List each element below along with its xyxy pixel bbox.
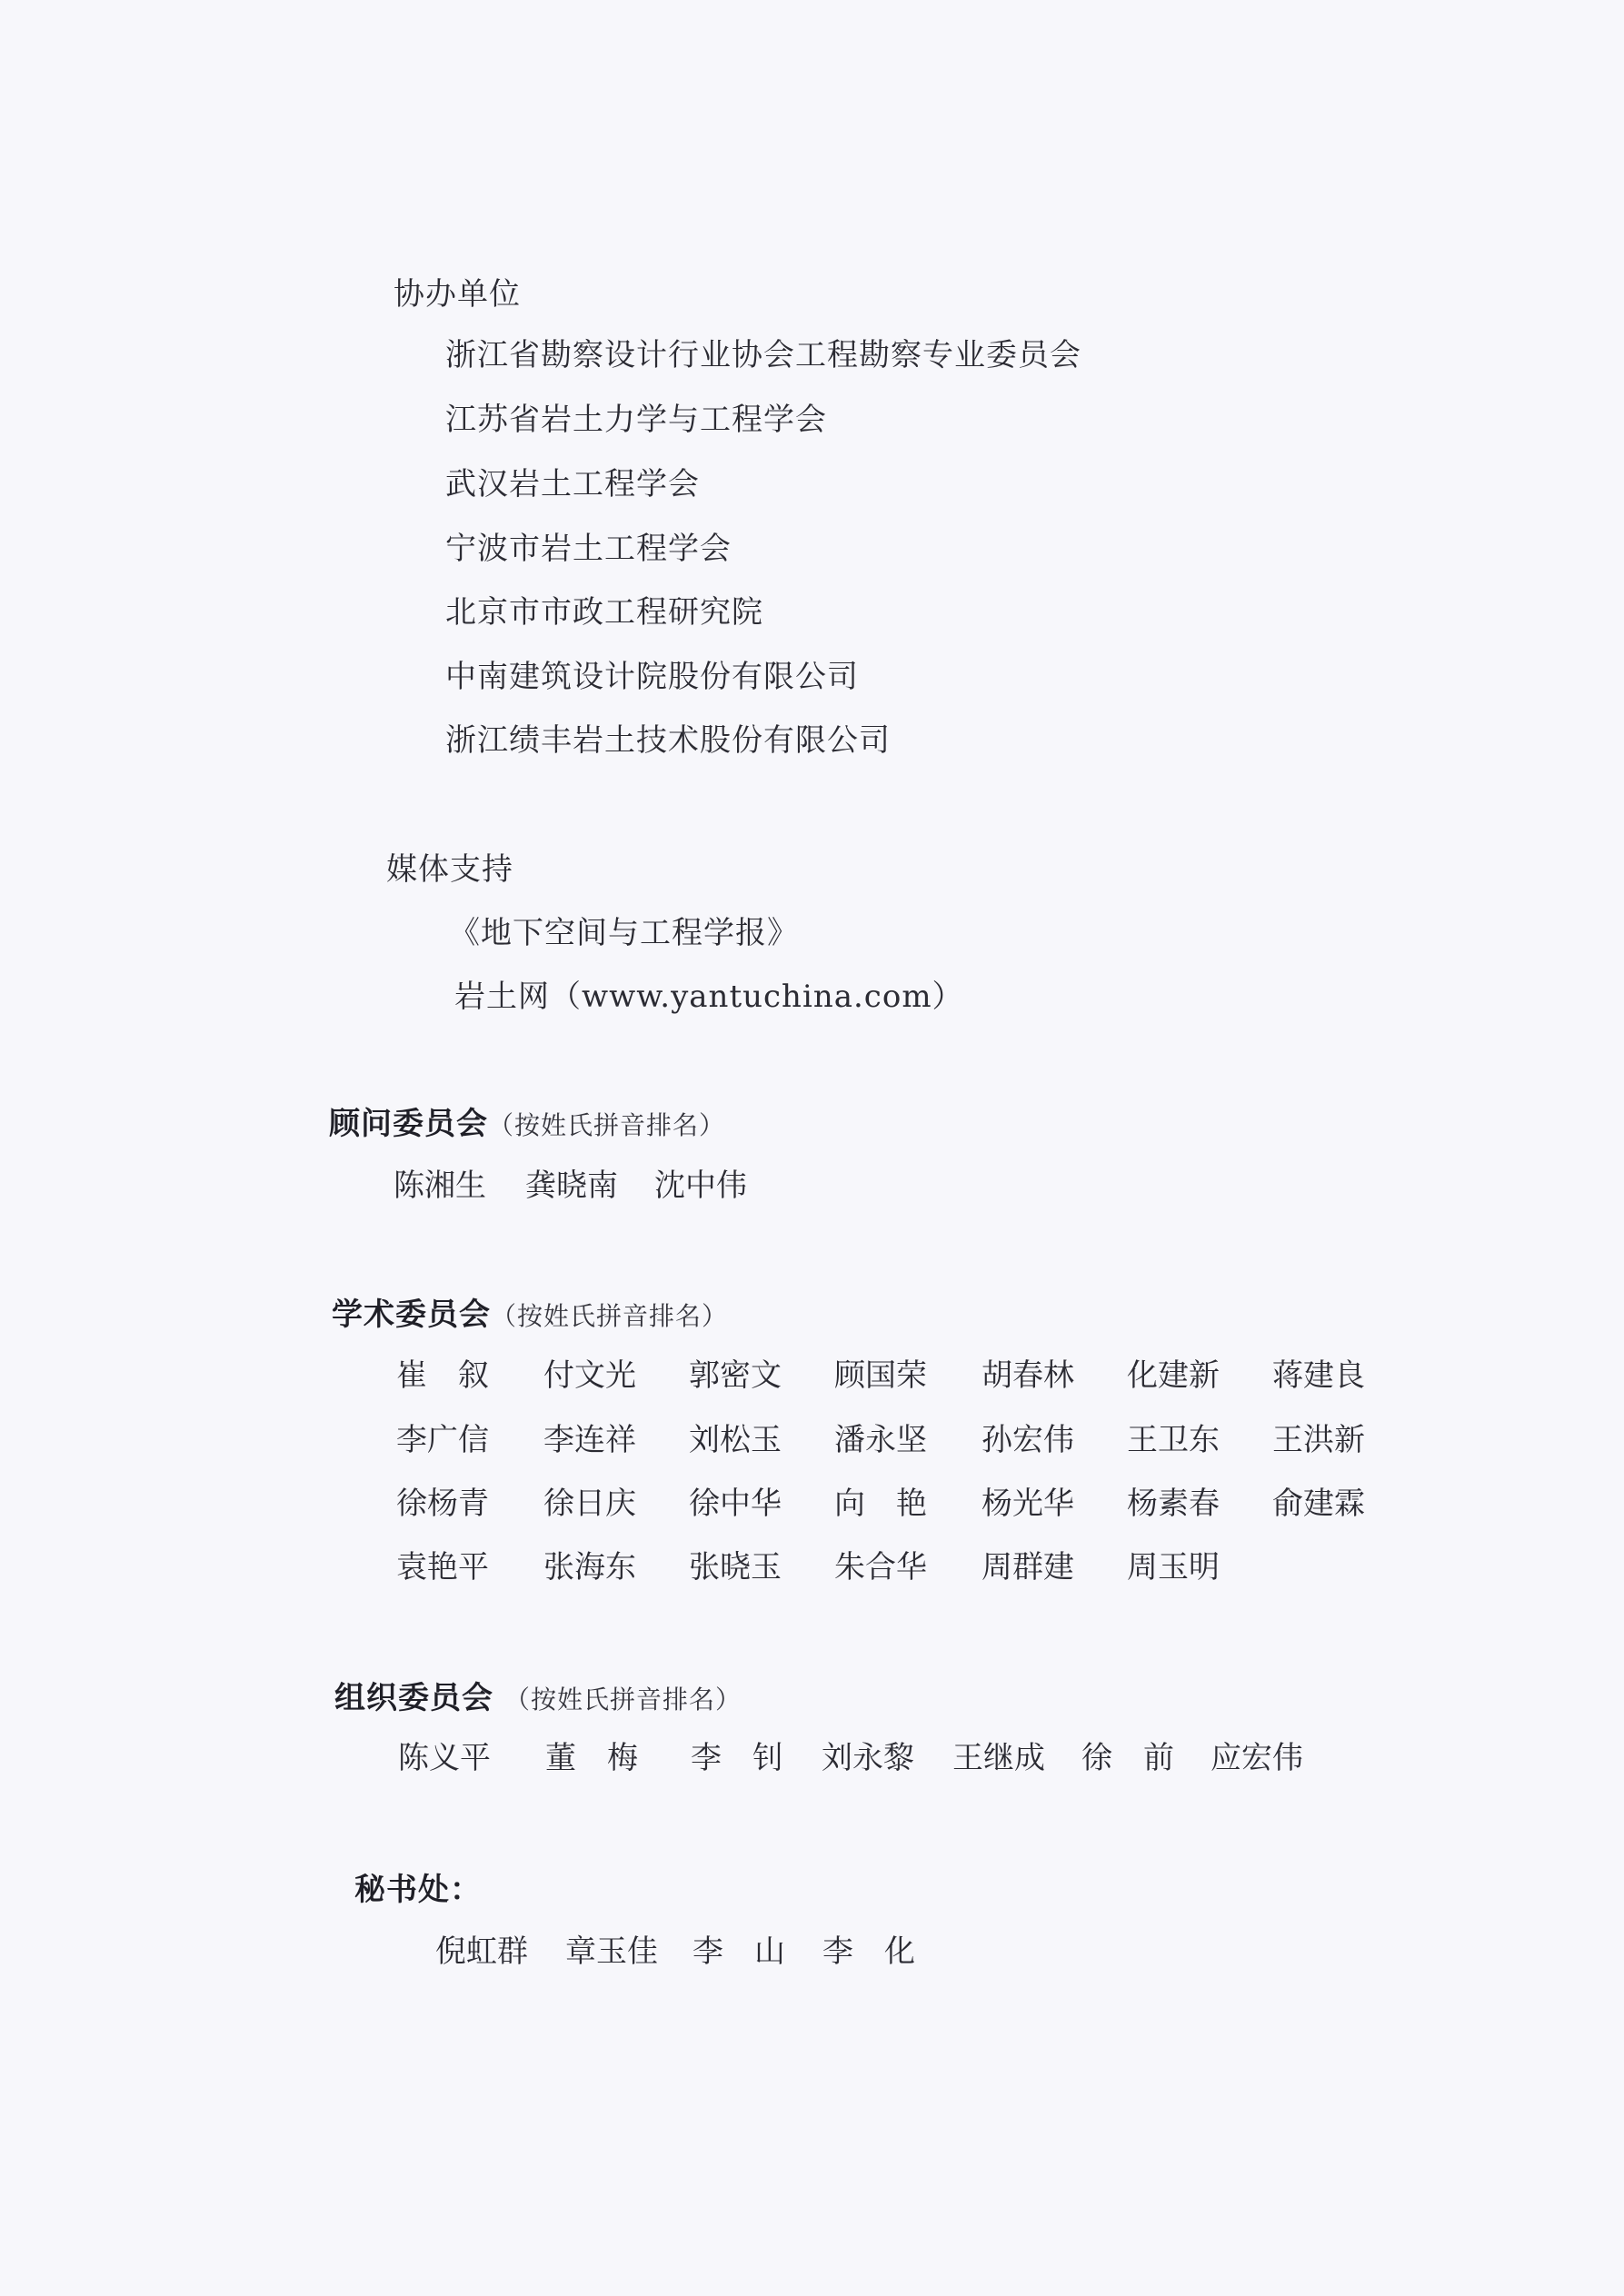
cosponsor-item: 江苏省岩土力学与工程学会 [445, 402, 827, 438]
academic-member: 徐日庆 [543, 1486, 636, 1522]
advisory-member: 龚晓南 [525, 1168, 618, 1204]
academic-member: 郭密文 [689, 1357, 782, 1394]
academic-member: 李连祥 [543, 1422, 636, 1458]
organizing-member: 刘永黎 [822, 1740, 914, 1776]
academic-member: 向 艳 [834, 1486, 927, 1522]
organizing-note: （按姓氏拼音排名） [504, 1685, 742, 1715]
advisory-note: （按姓氏拼音排名） [488, 1110, 726, 1140]
advisory-member: 沈中伟 [654, 1168, 747, 1204]
academic-member: 王洪新 [1272, 1422, 1365, 1458]
secretariat-member: 李 化 [822, 1933, 915, 1970]
advisory-member: 陈湘生 [394, 1168, 486, 1204]
cosponsor-item: 浙江省勘察设计行业协会工程勘察专业委员会 [445, 337, 1081, 373]
academic-member: 崔 叙 [396, 1357, 489, 1394]
academic-member: 张晓玉 [689, 1549, 782, 1585]
academic-member: 周玉明 [1127, 1549, 1220, 1585]
academic-member: 朱合华 [834, 1549, 927, 1585]
academic-member: 杨光华 [981, 1486, 1074, 1522]
academic-note: （按姓氏拼音排名） [491, 1301, 729, 1331]
organizing-member: 李 钊 [691, 1740, 783, 1776]
organizing-member: 董 梅 [545, 1740, 638, 1776]
academic-member: 顾国荣 [834, 1357, 927, 1394]
advisory-heading: 顾问委员会 [329, 1106, 488, 1142]
media-item: 岩土网（www.yantuchina.com） [454, 979, 964, 1015]
academic-member: 潘永坚 [834, 1422, 927, 1458]
academic-member: 刘松玉 [689, 1422, 782, 1458]
cosponsors-heading: 协办单位 [394, 276, 521, 313]
academic-member: 付文光 [543, 1357, 636, 1394]
academic-member: 张海东 [543, 1549, 636, 1585]
academic-member: 化建新 [1127, 1357, 1220, 1394]
academic-member: 杨素春 [1127, 1486, 1220, 1522]
organizing-member: 王继成 [952, 1740, 1045, 1776]
academic-member: 蒋建良 [1272, 1357, 1365, 1394]
academic-heading: 学术委员会 [332, 1297, 491, 1333]
academic-member: 胡春林 [981, 1357, 1074, 1394]
organizing-member: 陈义平 [398, 1740, 491, 1776]
organizing-member: 徐 前 [1081, 1740, 1174, 1776]
academic-member: 徐中华 [689, 1486, 782, 1522]
academic-member: 俞建霖 [1272, 1486, 1365, 1522]
secretariat-member: 章玉佳 [565, 1933, 658, 1970]
academic-member: 袁艳平 [396, 1549, 489, 1585]
cosponsor-item: 北京市市政工程研究院 [445, 594, 763, 631]
cosponsor-item: 浙江绩丰岩土技术股份有限公司 [445, 722, 891, 759]
cosponsor-item: 武汉岩土工程学会 [445, 466, 700, 502]
academic-heading-line [332, 1295, 728, 1337]
cosponsor-item: 宁波市岩土工程学会 [445, 531, 732, 567]
secretariat-heading: 秘书处： [354, 1872, 482, 1908]
academic-member: 孙宏伟 [981, 1422, 1074, 1458]
media-heading: 媒体支持 [386, 851, 513, 888]
organizing-member: 应宏伟 [1211, 1740, 1303, 1776]
cosponsor-item: 中南建筑设计院股份有限公司 [445, 659, 859, 695]
academic-member: 徐杨青 [396, 1486, 489, 1522]
secretariat-member: 李 山 [692, 1933, 785, 1970]
organizing-heading: 组织委员会 [334, 1680, 493, 1716]
advisory-heading-line [329, 1104, 725, 1146]
academic-member: 王卫东 [1127, 1422, 1220, 1458]
academic-member: 李广信 [396, 1422, 489, 1458]
organizing-heading-line [334, 1678, 742, 1720]
media-item: 《地下空间与工程学报》 [449, 915, 799, 951]
secretariat-member: 倪虹群 [435, 1933, 528, 1970]
academic-member: 周群建 [981, 1549, 1074, 1585]
